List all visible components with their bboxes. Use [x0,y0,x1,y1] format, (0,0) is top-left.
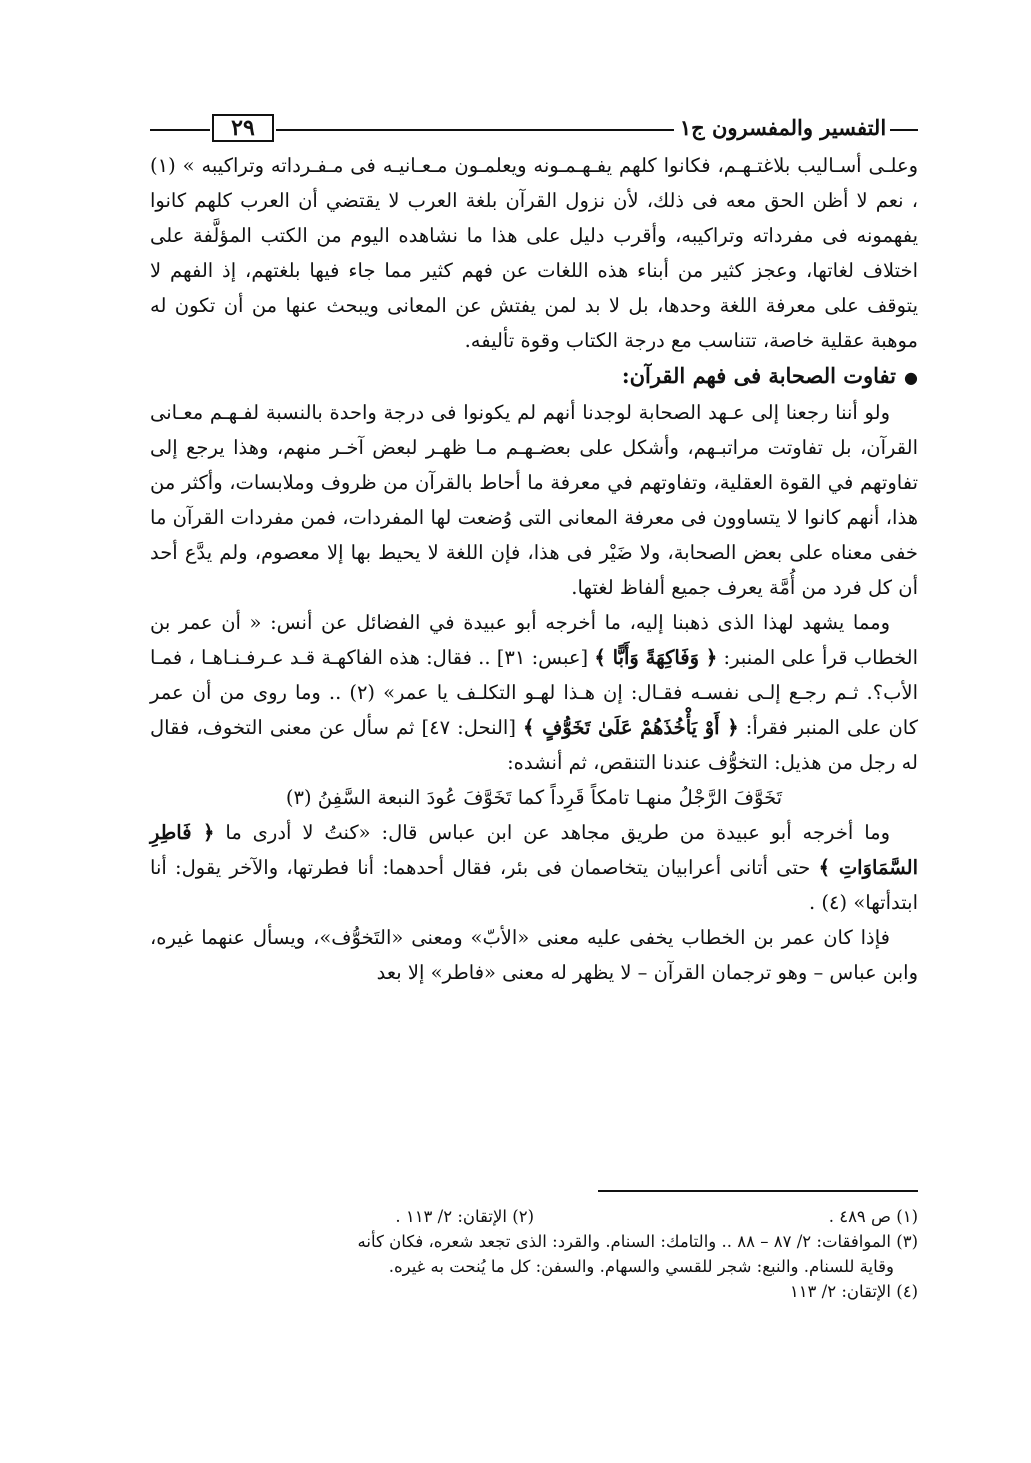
header-rule-right [890,129,918,131]
footnote-4: (٤) الإتقان: ٢/ ١١٣ [789,1282,918,1301]
header-rule-left [150,129,210,131]
footnote-3: (٣) الموافقات: ٢/ ٨٧ – ٨٨ .. والتامك: السنام. والقرد: الذى تجعد شعره، فكان كأنه [357,1232,918,1251]
paragraph-3-part-b: [عبس: ٣١] .. فقال: هذه الفاكهـة قـد عـرفـنـاهـا ، فمـا الأب؟. ثـم رجـع إلـى نفسـه فقـال: إن هـذا لهـو التكلـف يا عمر» (٢) .. وما روى من أن عمر كان على المنبر فقرأ: [150,646,919,739]
paragraph-4-part-b: حتى أتانى أعرابيان يتخاصمان فى بئر، فقال أحدهما: أنا فطرتها، والآخر يقول: أنا ابتدأتها» (٤) . [150,856,918,914]
paragraph-5: فإذا كان عمر بن الخطاب يخفى عليه معنى «الأبّ» ومعنى «التَخوُّف»، ويسأل عنهما غيره، وابن عباس – وهو ترجمان القرآن – لا يظهر له معنى «فاطر» إلا بعد [150,926,918,984]
running-title: التفسير والمفسرون ج١ [679,115,887,140]
page-number: ٢٩ [212,114,274,142]
quran-verse-abasa: ﴿ وَفَاكِهَةً وَأَبًّا ﴾ [594,646,718,669]
footnote-1: (١) ص ٤٨٩ . [828,1207,918,1226]
header-rule-middle [276,129,674,131]
paragraph-4-part-a: وما أخرجه أبو عبيدة من طريق مجاهد عن ابن عباس قال: «كنتُ لا أدرى ما [225,821,890,844]
quran-verse-nahl: ﴿ أَوْ يَأْخُذَهُمْ عَلَىٰ تَخَوُّفٍ ﴾ [523,716,739,739]
quran-verse-fatir: ﴿ فَاطِرِ السَّمَاوَاتِ ﴾ [150,821,918,879]
poem-verse: تَخَوَّفَ الرَّجْلُ منهـا تامكاً قَرِداً كما تَخَوَّفَ عُودَ النبعة السَّفِنُ (٣) [285,786,783,809]
paragraph-3-part-a: ومما يشهد لهذا الذى ذهبنا إليه، ما أخرجه أبو عبيدة في الفضائل عن أنس: « أن عمر بن الخطاب قرأ على المنبر: [150,611,919,669]
footnote-separator [598,1190,918,1192]
main-text [150,148,918,990]
page-header [150,112,918,144]
footnote-2: (٢) الإتقان: ٢/ ١١٣ . [395,1207,534,1226]
paragraph-4 [150,815,918,920]
paragraph-1: وعلـى أسـاليب بلاغتـهـم، فكانوا كلهم يفـهـمـونه ويعلمـون مـعـانيـه فى مـفـرداته وتراكيبه » (١) ، نعم لا أظن الحق معه فى ذلك، لأن نزول القرآن بلغة العرب لا يقتضي أن العرب كلهم كانوا يفهمونه فى مفرداته وتراكيبه، وأقرب دليل على هذا ما نشاهده اليوم من الكتب المؤلَّفة على اختلاف لغاتها، وعجز كثير من أبناء هذه اللغات عن فهم كثير مما جاء فيها بلغتهم، إذ الفهم لا يتوقف على معرفة اللغة وحدها، بل لا بد لمن يفتش عن المعانى ويبحث عنها من أن تكون له موهبة عقلية خاصة، تتناسب مع درجة الكتاب وقوة تأليفه. [150,154,918,352]
footnote-row-1 [150,1204,918,1229]
footnotes [150,1204,918,1304]
paragraph-3-part-c: [النحل: ٤٧] ثم سأل عن معنى التخوف، فقال له رجل من هذيل: التخوُّف عندنا التنقص، ثم أنشده: [150,716,918,774]
paragraph-2: ولو أننا رجعنا إلى عـهد الصحابة لوجدنا أنهم لم يكونوا فى درجة واحدة بالنسبة لفـهـم معـانى القرآن، بل تفاوتت مراتبـهم، وأشكل على بعضـهـم مـا ظهـر لبعض آخـر منهم، وهذا يرجع إلى تفاوتهم في القوة العقلية، وتفاوتهم في معرفة ما أحاط بالقرآن من ظروف وملابسات، وأكثر من هذا، أنهم كانوا لا يتساوون فى معرفة المعانى التى وُضعت لها المفردات، فمن مفردات القرآن ما خفى معناه على بعض الصحابة، ولا ضَيْر فى هذا، فإن اللغة لا يحيط بها إلا معصوم، ولم يدَّع أحد أن كل فرد من أُمَّة يعرف جميع ألفاظ لغتها. [150,401,918,599]
paragraph-3 [150,605,918,780]
footnote-3-continued: وقاية للسنام. والنبع: شجر للقسي والسهام. والسفن: كل ما يُنحت به غيره. [388,1257,894,1276]
section-heading [150,358,918,395]
section-heading-text: تفاوت الصحابة فى فهم القرآن: [621,363,897,388]
bullet-icon: ● [904,368,918,387]
